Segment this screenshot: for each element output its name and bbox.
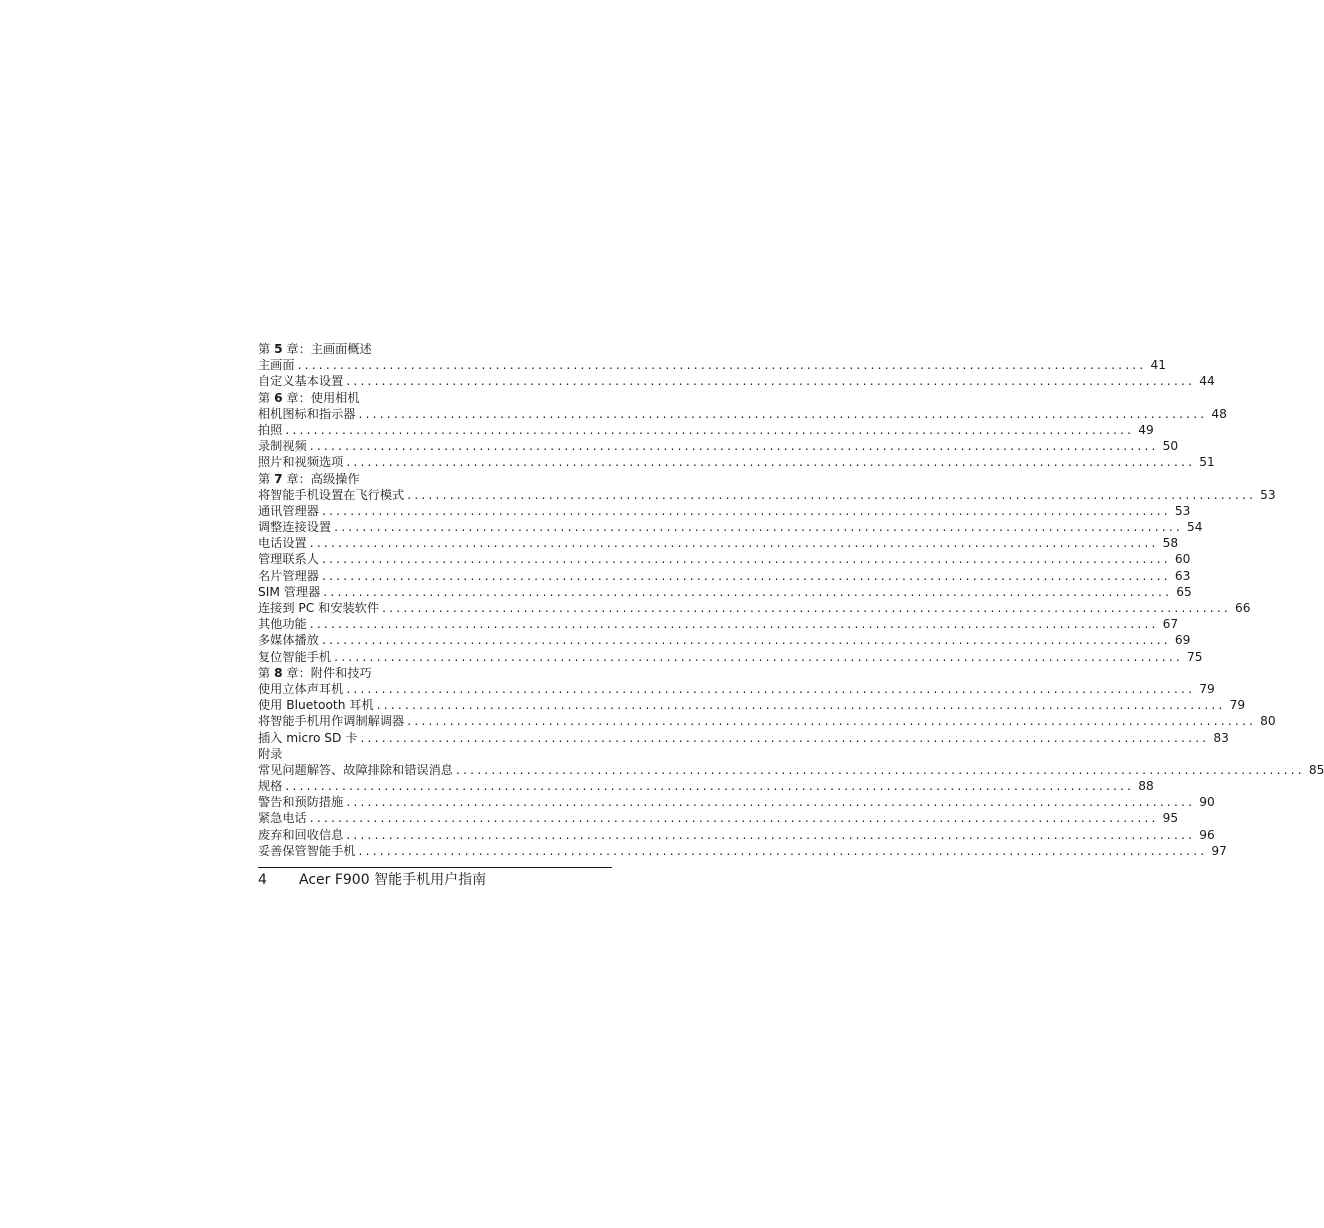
- toc-entry: [258, 454, 1215, 470]
- toc-entry-title: 废弃和回收信息: [258, 827, 344, 842]
- dot-leader: ........................................................................................................................: [346, 827, 1196, 842]
- toc-entry-title: 录制视频: [258, 439, 307, 454]
- chapter-number: 5: [274, 342, 283, 356]
- dot-leader: ........................................................................................................................: [309, 536, 1159, 551]
- toc-entry-title: 相机图标和指示器: [258, 406, 356, 421]
- toc-chapter-heading: [258, 341, 592, 357]
- dot-leader: ........................................................................................................................: [309, 439, 1159, 454]
- chapter-title: 章：附件和技巧: [282, 665, 372, 680]
- toc-entry: [258, 843, 1227, 859]
- page-number: 4: [258, 872, 267, 888]
- chapter-number: 7: [274, 471, 283, 486]
- toc-page-number: 65: [1176, 584, 1192, 599]
- dot-leader: ........................................................................................................................: [321, 552, 1171, 567]
- toc-entry-title: 通讯管理器: [258, 503, 319, 518]
- toc-page-number: 66: [1235, 601, 1251, 615]
- table-of-contents: [258, 341, 1324, 859]
- toc-entry-title: 自定义基本设置: [258, 374, 344, 389]
- toc-page-number: 50: [1162, 439, 1179, 454]
- toc-entry-title: 名片管理器: [258, 568, 319, 583]
- toc-entry-title: 管理联系人: [258, 552, 319, 567]
- dot-leader: ........................................................................................................................: [321, 633, 1171, 648]
- toc-page-number: 83: [1213, 730, 1229, 745]
- toc-page-number: 85: [1308, 762, 1324, 777]
- toc-page-number: 49: [1138, 422, 1154, 437]
- toc-entry: [258, 713, 1276, 729]
- toc-page-number: 97: [1211, 843, 1227, 858]
- toc-page-number: 90: [1199, 795, 1215, 810]
- toc-page-number: 80: [1260, 714, 1276, 729]
- toc-entry: [258, 357, 1166, 373]
- toc-entry-title: 主画面: [258, 358, 295, 373]
- dot-leader: ........................................................................................................................: [297, 358, 1147, 373]
- toc-page-number: 95: [1162, 811, 1179, 826]
- toc-entry: [258, 519, 1203, 535]
- toc-entry: [258, 406, 1227, 422]
- chapter-title: 章：高级操作: [282, 471, 360, 486]
- toc-page-number: 44: [1199, 374, 1215, 389]
- dot-leader: ........................................................................................................................: [358, 406, 1208, 421]
- toc-entry: [258, 827, 1215, 843]
- dot-leader: ........................................................................................................................: [309, 811, 1159, 826]
- toc-entry: [258, 649, 1203, 665]
- toc-page-number: 63: [1174, 568, 1191, 583]
- toc-page-number: 75: [1187, 649, 1203, 664]
- toc-entry: [258, 730, 1229, 746]
- toc-chapter-heading: [258, 665, 592, 681]
- toc-page-number: 60: [1174, 552, 1191, 567]
- toc-page-number: 48: [1211, 406, 1227, 421]
- dot-leader: ........................................................................................................................: [334, 649, 1184, 664]
- dot-leader: ........................................................................................................................: [358, 843, 1208, 858]
- chapter-number: 6: [274, 390, 283, 405]
- chapter-title: 章：使用相机: [282, 390, 360, 405]
- dot-leader: ........................................................................................................................: [346, 681, 1196, 696]
- toc-entry-title: 规格: [258, 779, 283, 794]
- footer-rule: [258, 867, 612, 868]
- chapter-title: 附录: [258, 746, 283, 761]
- toc-page-number: 79: [1199, 681, 1215, 696]
- toc-entry-title: 照片和视频选项: [258, 455, 344, 470]
- toc-entry-title: 多媒体播放: [258, 633, 319, 648]
- toc-entry: [258, 422, 1154, 438]
- dot-leader: ........................................................................................................................: [407, 714, 1257, 729]
- toc-entry: [258, 616, 1179, 632]
- toc-entry-title: 连接到 PC 和安装软件: [258, 601, 380, 615]
- toc-chapter-heading: [258, 390, 592, 406]
- toc-page-number: 79: [1229, 698, 1246, 713]
- toc-page-number: 58: [1162, 536, 1179, 551]
- toc-entry: [258, 487, 1276, 503]
- dot-leader: ........................................................................................................................: [309, 617, 1159, 632]
- toc-entry-title: 使用 Bluetooth 耳机: [258, 698, 374, 713]
- dot-leader: ........................................................................................................................: [346, 374, 1196, 389]
- toc-page-number: 96: [1199, 827, 1215, 842]
- toc-entry-title: 紧急电话: [258, 811, 307, 826]
- toc-entry-title: 调整连接设置: [258, 520, 332, 535]
- toc-entry: [258, 438, 1179, 454]
- chapter-number: 8: [274, 665, 283, 680]
- dot-leader: ........................................................................................................................: [321, 568, 1171, 583]
- toc-entry-title: 妥善保管智能手机: [258, 843, 356, 858]
- toc-chapter-heading: [258, 471, 592, 487]
- toc-page-number: 88: [1138, 779, 1154, 794]
- toc-entry: [258, 794, 1215, 810]
- dot-leader: ........................................................................................................................: [321, 503, 1171, 518]
- toc-page-number: 54: [1187, 520, 1203, 535]
- toc-entry-title: 将智能手机设置在飞行模式: [258, 487, 405, 502]
- toc-page-number: 51: [1199, 455, 1215, 470]
- toc-entry-title: 使用立体声耳机: [258, 681, 344, 696]
- dot-leader: ........................................................................................................................: [376, 698, 1226, 713]
- chapter-title: 章：主画面概述: [282, 342, 372, 356]
- toc-entry: [258, 778, 1154, 794]
- toc-page-number: 53: [1260, 487, 1276, 502]
- toc-entry: [258, 697, 1246, 713]
- chapter-prefix: 第: [258, 342, 275, 356]
- toc-page-number: 53: [1174, 503, 1191, 518]
- toc-entry: [258, 810, 1179, 826]
- toc-entry: [258, 681, 1215, 697]
- dot-leader: ........................................................................................................................: [285, 779, 1135, 794]
- toc-entry-title: 复位智能手机: [258, 649, 332, 664]
- dot-leader: ........................................................................................................................: [334, 520, 1184, 535]
- chapter-prefix: 第: [258, 471, 275, 486]
- toc-entry: [258, 535, 1179, 551]
- chapter-prefix: 第: [258, 390, 275, 405]
- toc-entry-title: 拍照: [258, 422, 283, 437]
- toc-entry: [258, 584, 1192, 600]
- toc-entry-title: SIM 管理器: [258, 584, 321, 599]
- dot-leader: ........................................................................................................................: [346, 795, 1196, 810]
- toc-entry-title: 电话设置: [258, 536, 307, 551]
- document-title: Acer F900 智能手机用户指南: [299, 872, 487, 888]
- toc-entry-title: 插入 micro SD 卡: [258, 730, 358, 745]
- toc-entry: [258, 568, 1191, 584]
- page-footer: [258, 871, 486, 889]
- dot-leader: ........................................................................................................................: [323, 584, 1173, 599]
- toc-page-number: 69: [1174, 633, 1191, 648]
- toc-chapter-heading: [258, 746, 592, 762]
- toc-entry-title: 常见问题解答、故障排除和错误消息: [258, 762, 453, 777]
- toc-page-number: 67: [1162, 617, 1179, 632]
- toc-entry-title: 其他功能: [258, 617, 307, 632]
- chapter-prefix: 第: [258, 665, 275, 680]
- toc-entry: [258, 503, 1191, 519]
- dot-leader: ........................................................................................................................: [382, 601, 1231, 615]
- dot-leader: ........................................................................................................................: [346, 455, 1196, 470]
- dot-leader: ........................................................................................................................: [360, 730, 1210, 745]
- toc-entry: [258, 600, 1251, 616]
- toc-entry: [258, 632, 1191, 648]
- toc-entry-title: 警告和预防措施: [258, 795, 344, 810]
- dot-leader: ........................................................................................................................: [456, 762, 1305, 777]
- toc-entry: [258, 551, 1191, 567]
- toc-entry: [258, 373, 1215, 389]
- toc-entry: [258, 762, 1324, 778]
- toc-page-number: 41: [1150, 358, 1166, 373]
- dot-leader: ........................................................................................................................: [285, 422, 1135, 437]
- dot-leader: ........................................................................................................................: [407, 487, 1257, 502]
- toc-entry-title: 将智能手机用作调制解调器: [258, 714, 405, 729]
